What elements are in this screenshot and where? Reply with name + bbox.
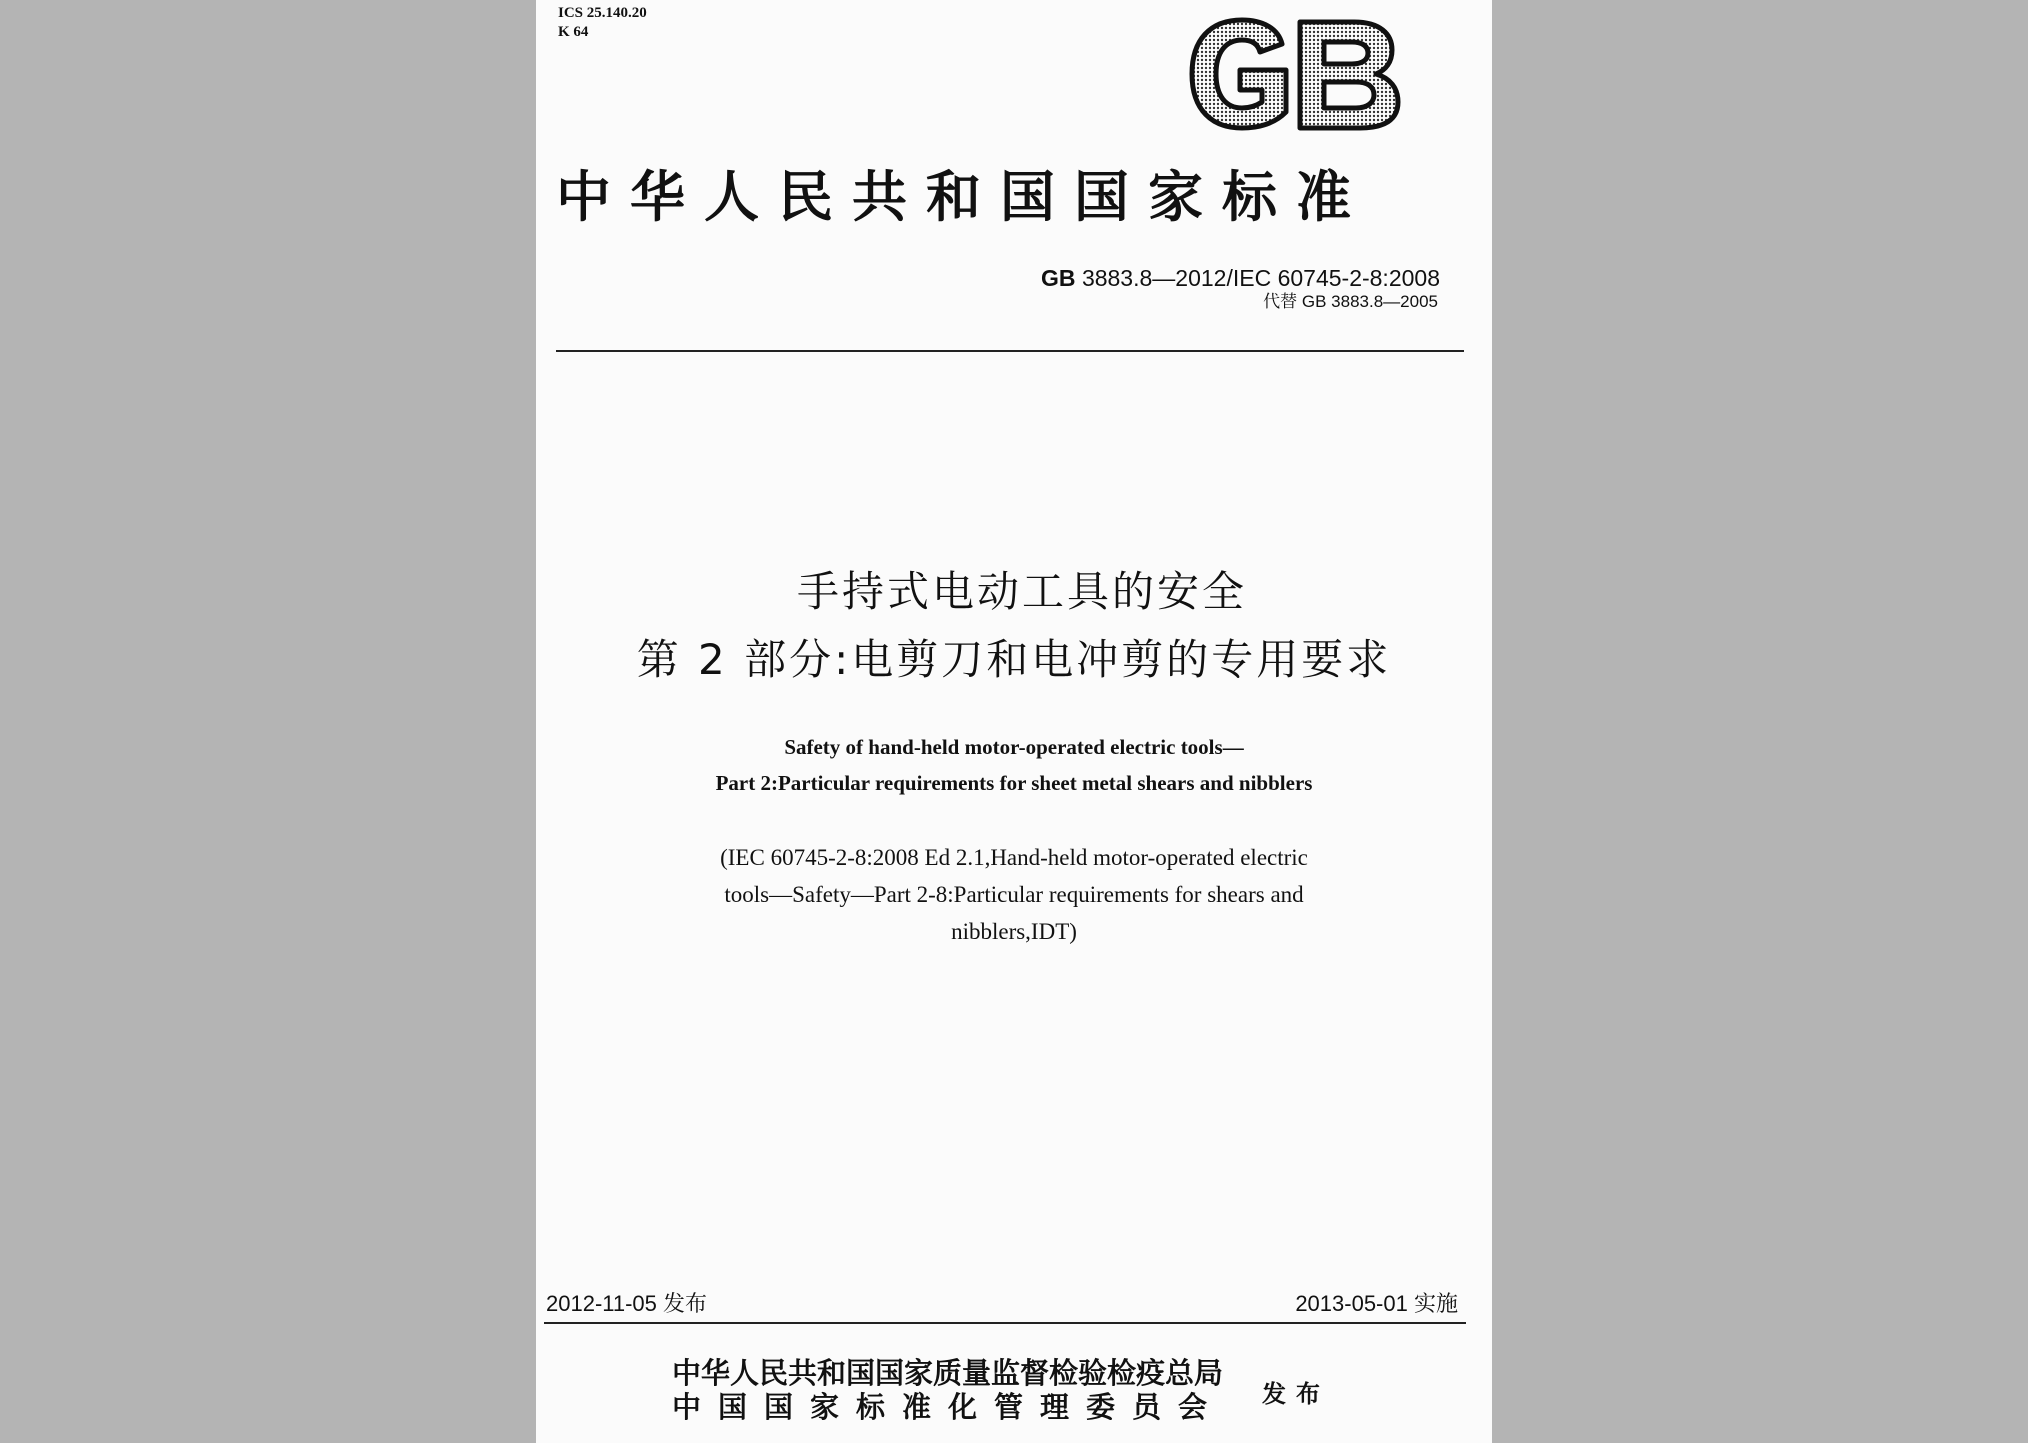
replaces-standard: 代替 GB 3883.8—2005	[1263, 292, 1438, 311]
standard-number-value: 3883.8—2012/IEC 60745-2-8:2008	[1081, 265, 1440, 291]
english-title-line-2: Part 2:Particular requirements for sheet metal shears and nibblers	[715, 771, 1313, 795]
implementation-date-label: 实施	[1413, 1291, 1458, 1316]
standard-number	[1041, 264, 1440, 292]
chinese-title-line-1: 手持式电动工具的安全	[796, 567, 1247, 616]
english-title-line-1: Safety of hand-held motor-operated electric tools—	[784, 735, 1244, 759]
implementation-date	[1295, 1290, 1458, 1318]
classification-codes	[558, 4, 647, 42]
footer-divider	[544, 1322, 1466, 1324]
issuing-authority-2: 中国国家标准化管理委员会	[672, 1390, 1225, 1424]
issuing-authority-1: 中华人民共和国国家质量监督检验检疫总局	[672, 1356, 1224, 1390]
issue-date	[546, 1290, 707, 1318]
national-standard-title: 中华人民共和国国家标准	[556, 165, 1371, 229]
issue-date-label: 发布	[663, 1291, 708, 1316]
chinese-title-line-2: 第 2 部分:电剪刀和电冲剪的专用要求	[636, 635, 1392, 684]
publish-label: 发布	[1262, 1380, 1330, 1408]
header-divider	[556, 350, 1464, 352]
standard-cover-page	[536, 0, 1492, 1443]
iec-reference-line-3: nibblers,IDT)	[951, 919, 1077, 944]
standard-prefix: GB	[1041, 265, 1076, 291]
issue-date-value: 2012-11-05	[546, 1291, 657, 1316]
gb-logo	[1184, 14, 1404, 134]
iec-reference-line-1: (IEC 60745-2-8:2008 Ed 2.1,Hand-held motor-operated electric	[720, 845, 1308, 870]
iec-reference-line-2: tools—Safety—Part 2-8:Particular requirements for shears and	[724, 882, 1304, 907]
class-code: K 64	[558, 24, 589, 40]
implementation-date-value: 2013-05-01	[1295, 1291, 1408, 1316]
ics-code: ICS 25.140.20	[558, 5, 647, 21]
